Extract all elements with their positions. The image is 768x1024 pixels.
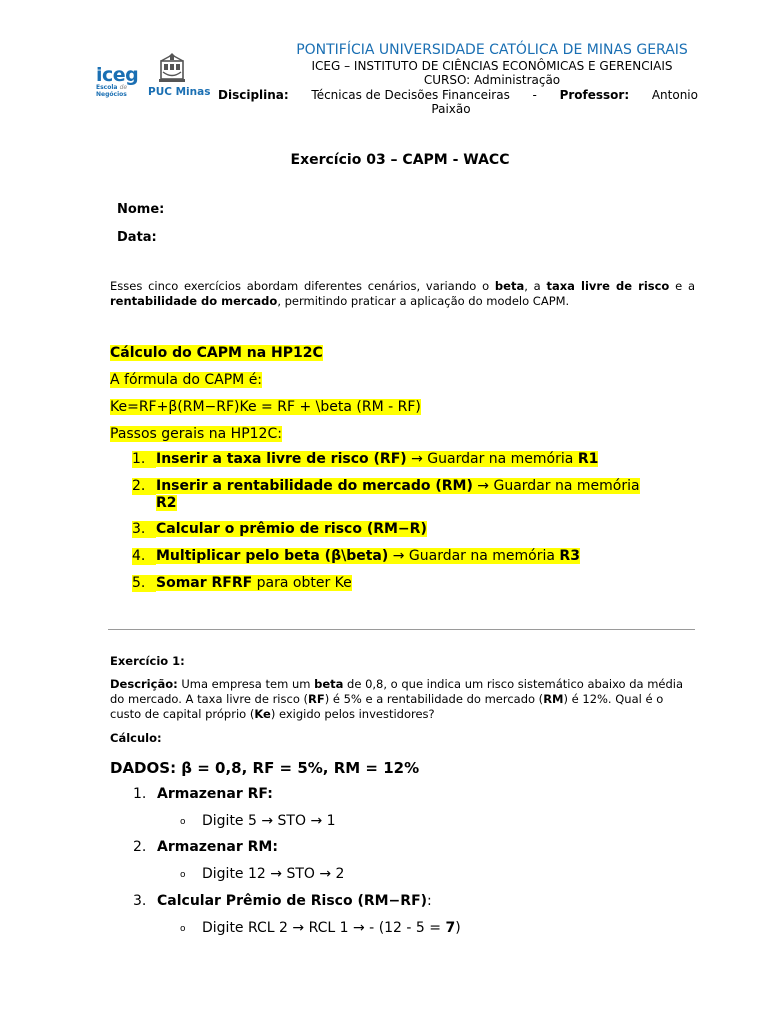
exercise-1-label: Exercício 1:	[110, 654, 185, 668]
professor-first-name: Antonio	[651, 88, 698, 102]
date-label: Data:	[117, 230, 157, 245]
capm-step-3: 3. Calcular o prêmio de risco (RM−R)	[132, 521, 427, 537]
iceg-logo-word: iceg	[96, 64, 139, 86]
steps-intro: Passos gerais na HP12C:	[110, 426, 282, 442]
discipline-line	[218, 88, 698, 102]
separator: -	[532, 88, 537, 102]
calc-step-1: 1. Armazenar RF:	[133, 786, 273, 802]
institute-name: ICEG – INSTITUTO DE CIÊNCIAS ECONÔMICAS E GERENCIAIS	[311, 59, 673, 73]
given-data: DADOS: β = 0,8, RF = 5%, RM = 12%	[110, 759, 420, 777]
puc-minas-logo	[148, 52, 211, 102]
page-title: Exercício 03 – CAPM - WACC	[290, 152, 510, 168]
capm-step-5: 5. Somar RFRF para obter Ke	[132, 575, 352, 591]
professor-last-name: Paixão	[431, 102, 471, 116]
capm-heading: Cálculo do CAPM na HP12C	[110, 345, 323, 361]
intro-paragraph: Esses cinco exercícios abordam diferentes cenários, variando o beta, a taxa livre de risco e a rentabilidade do mercado, permitindo praticar a aplicação do modelo CAPM.	[110, 279, 695, 308]
discipline-value: Técnicas de Decisões Financeiras	[311, 88, 510, 102]
header-logos	[96, 52, 211, 102]
capm-step-2-cont: R2	[156, 495, 177, 511]
capm-step-4: 4. Multiplicar pelo beta (β\beta) → Guardar na memória R3	[132, 548, 580, 564]
iceg-logo-subtitle: Escola de Negócios	[96, 84, 128, 98]
section-divider	[108, 629, 695, 630]
exercise-1-description: Descrição: Uma empresa tem um beta de 0,8, o que indica um risco sistemático abaixo da média do mercado. A taxa livre de risco (RF) é 5% e a rentabilidade do mercado (RM) é 12%. Qual é o custo de capital próprio (Ke) exigido pelos investidores?	[110, 677, 684, 721]
formula-intro: A fórmula do CAPM é:	[110, 372, 263, 388]
university-name: PONTIFÍCIA UNIVERSIDADE CATÓLICA DE MINAS GERAIS	[296, 42, 688, 58]
professor-label: Professor:	[559, 88, 630, 102]
calc-step-2: 2. Armazenar RM:	[133, 839, 278, 855]
capm-formula: Ke=RF+β(RM−RF)Ke = RF + \beta (RM - RF)	[110, 399, 421, 415]
puc-crest-icon	[154, 52, 190, 86]
course-line: CURSO: Administração	[423, 73, 561, 87]
iceg-logo	[96, 66, 144, 102]
letterhead	[216, 42, 768, 87]
capm-step-1: 1. Inserir a taxa livre de risco (RF) → Guardar na memória R1	[132, 451, 599, 467]
calc-step-3: 3. Calcular Prêmio de Risco (RM−RF):	[133, 893, 432, 909]
capm-step-2: 2. Inserir a rentabilidade do mercado (RM) → Guardar na memória	[132, 478, 640, 494]
calculation-label: Cálculo:	[110, 731, 162, 745]
puc-minas-logo-word: PUC Minas	[148, 86, 211, 98]
discipline-label: Disciplina:	[218, 88, 289, 102]
name-label: Nome:	[117, 202, 165, 217]
